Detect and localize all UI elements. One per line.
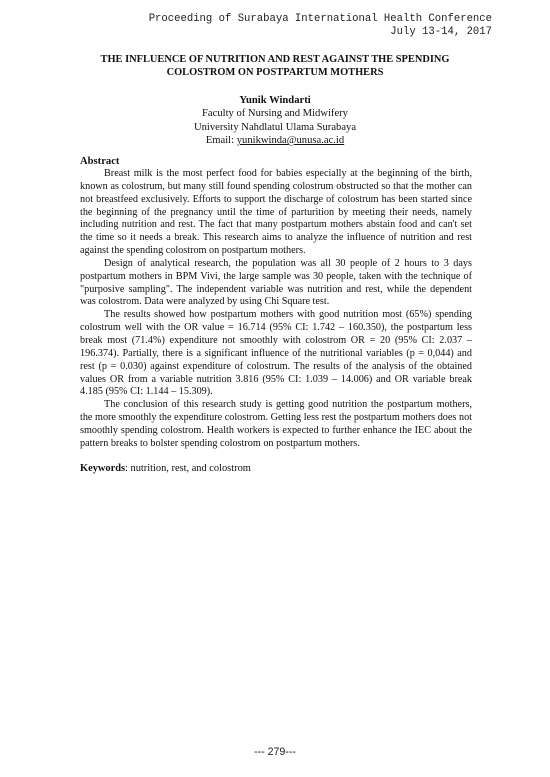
author-name: Yunik Windarti <box>239 95 311 106</box>
author-email-label: Email: <box>205 135 237 147</box>
abstract-paragraph-conclusion: The conclusion of this research study is getting good nutrition the postpartum mothers, the more smoothly the expenditure colostrom. Getting less rest the postpartum mothers does not smoothly spending colostrom. Health workers is expected to further enhance the IEC about the pattern breaks to bolster spending colostrom on postpartum mothers. <box>80 399 472 449</box>
paper-title-line-1: THE INFLUENCE OF NUTRITION AND REST AGAINST THE SPENDING <box>100 54 450 65</box>
keywords-line <box>80 462 472 475</box>
paper-title <box>80 53 470 79</box>
keywords-text: : nutrition, rest, and colostrom <box>125 463 251 474</box>
abstract-paragraph-background: Breast milk is the most perfect food for babies especially at the beginning of the birth, known as colostrum, but many still found spending colostrum obstructed so that the mother can not breastfeed exclusively. Efforts to support the discharge of colostrum has been started since the beginning of the pregnancy until the time of parturition by meeting their needs, namely including nutrition and rest. The fact that many postpartum mothers abstain food and can't set the time so it needs a break. This research aims to analyze the influence of nutrition and rest against the spending colostrom on postpartum mothers. <box>80 168 472 257</box>
author-university: University Nahdlatul Ulama Surabaya <box>193 121 357 133</box>
keywords-label: Keywords <box>80 463 126 474</box>
author-email-link[interactable]: yunikwinda@unusa.ac.id <box>236 135 345 147</box>
running-header <box>149 13 492 39</box>
page-number: --- 279--- <box>254 746 296 758</box>
paper-title-line-2: COLOSTROM ON POSTPARTUM MOTHERS <box>166 67 384 78</box>
abstract-heading: Abstract <box>80 156 120 167</box>
abstract-paragraph-methods: Design of analytical research, the population was all 30 people of 2 hours to 3 days postpartum mothers in BPM Vivi, the large sample was 30 people, taken with the technique of "purposive sampling". The independent variable was nutrition and rest, while the dependent was colostrom. Data were analyzed by using Chi Square test. <box>80 257 472 308</box>
abstract-paragraph-results: The results showed how postpartum mothers with good nutrition most (65%) spending colostrum well with the OR value = 16.714 (95% CI: 1.742 – 160.350), the postpartum less break most (71.4%) expenditure not smoothly with colostrom OR = 20 (95% CI: 2.037 – 196.374). Partially, there is a significant influence of the nutritional variables (p = 0,044) and rest (p = 0.030) against expenditure of colostrum. The results of the analysis of the obtained values OR from a variable nutrition 3.816 (95% CI: 1.039 – 14.006) and OR variable break 4.185 (95% CI: 1.144 – 15.309). <box>80 309 472 398</box>
header-conference-name: Proceeding of Surabaya International Health Conference <box>148 13 492 25</box>
header-conference-date: July 13-14, 2017 <box>390 26 492 38</box>
author-email-line <box>80 134 470 147</box>
abstract-section <box>80 155 472 451</box>
author-block <box>80 94 470 148</box>
author-faculty: Faculty of Nursing and Midwifery <box>202 108 348 120</box>
